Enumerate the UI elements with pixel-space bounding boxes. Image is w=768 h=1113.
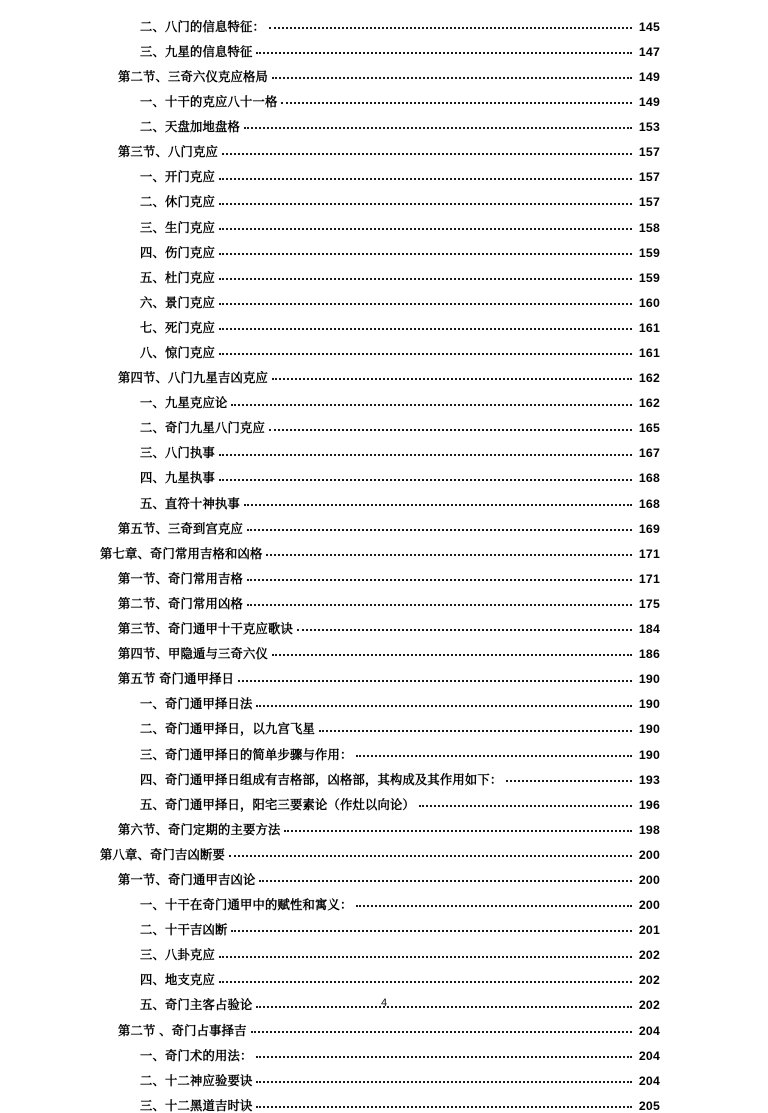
toc-entry-page-number: 196 (638, 797, 660, 812)
table-of-contents (100, 8, 660, 1112)
toc-entry-page-number: 160 (638, 295, 660, 310)
toc-entry[interactable] (100, 83, 660, 108)
toc-entry-page-number: 159 (638, 270, 660, 285)
toc-entry[interactable] (100, 836, 660, 861)
toc-entry-label: 二、十干吉凶断 (140, 923, 228, 938)
toc-leader-dots (284, 820, 632, 832)
toc-leader-dots (356, 895, 632, 907)
toc-entry-page-number: 202 (638, 973, 660, 988)
toc-entry-label: 二、奇门九星八门克应 (140, 421, 265, 436)
toc-entry-label: 八、惊门克应 (140, 346, 215, 361)
toc-entry-page-number: 202 (638, 948, 660, 963)
toc-entry-label: 第二节 、奇门占事择吉 (118, 1023, 247, 1038)
toc-entry-label: 三、八门执事 (140, 446, 215, 461)
toc-entry-label: 第一节、奇门常用吉格 (118, 571, 243, 586)
toc-entry[interactable] (100, 610, 660, 635)
toc-entry-label: 一、十干的克应八十一格 (140, 95, 278, 110)
toc-entry-page-number: 153 (638, 120, 660, 135)
toc-entry-page-number: 157 (638, 145, 660, 160)
toc-leader-dots (419, 795, 632, 807)
toc-entry-page-number: 145 (638, 19, 660, 34)
toc-leader-dots (219, 293, 632, 305)
toc-leader-dots (244, 494, 632, 506)
toc-entry[interactable] (100, 1037, 660, 1062)
toc-entry[interactable] (100, 711, 660, 736)
toc-leader-dots (222, 143, 632, 155)
toc-entry[interactable] (100, 1087, 660, 1112)
toc-entry[interactable] (100, 460, 660, 485)
toc-entry[interactable] (100, 133, 660, 158)
toc-leader-dots (256, 695, 632, 707)
toc-entry-page-number: 175 (638, 596, 660, 611)
toc-entry[interactable] (100, 1012, 660, 1037)
toc-entry-page-number: 157 (638, 195, 660, 210)
toc-entry-label: 第六节、奇门定期的主要方法 (118, 822, 281, 837)
toc-entry[interactable] (100, 8, 660, 33)
toc-entry-page-number: 161 (638, 346, 660, 361)
toc-leader-dots (259, 870, 632, 882)
toc-entry[interactable] (100, 560, 660, 585)
toc-entry-label: 二、休门克应 (140, 195, 215, 210)
toc-entry-label: 二、奇门通甲择日，以九宫飞星 (140, 722, 315, 737)
toc-entry[interactable] (100, 660, 660, 685)
toc-entry-label: 五、奇门通甲择日，阳宅三要素论（作灶以向论） (140, 797, 415, 812)
toc-entry-label: 二、八门的信息特征： (140, 19, 265, 34)
toc-entry-page-number: 200 (638, 847, 660, 862)
toc-leader-dots (319, 720, 632, 732)
toc-entry-page-number: 167 (638, 446, 660, 461)
toc-leader-dots (272, 368, 632, 380)
toc-entry-page-number: 149 (638, 95, 660, 110)
toc-leader-dots (272, 644, 632, 656)
toc-leader-dots (247, 519, 632, 531)
toc-entry-page-number: 202 (638, 998, 660, 1013)
toc-entry[interactable] (100, 485, 660, 510)
toc-entry[interactable] (100, 108, 660, 133)
toc-leader-dots (356, 745, 632, 757)
toc-entry-label: 一、十干在奇门通甲中的赋性和寓义： (140, 898, 353, 913)
toc-entry-label: 二、十二神应验要诀 (140, 1073, 253, 1088)
toc-entry-label: 三、奇门通甲择日的简单步骤与作用： (140, 747, 353, 762)
toc-entry[interactable] (100, 786, 660, 811)
toc-entry-label: 第二节、三奇六仪克应格局 (118, 69, 268, 84)
toc-leader-dots (281, 92, 632, 104)
toc-entry-page-number: 200 (638, 898, 660, 913)
toc-entry-label: 五、直符十神执事 (140, 496, 240, 511)
toc-entry[interactable] (100, 359, 660, 384)
toc-entry[interactable] (100, 861, 660, 886)
toc-entry[interactable] (100, 1062, 660, 1087)
toc-entry-page-number: 204 (638, 1023, 660, 1038)
toc-entry-label: 第五节、三奇到宫克应 (118, 521, 243, 536)
toc-entry-page-number: 205 (638, 1098, 660, 1113)
toc-entry-label: 一、奇门术的用法： (140, 1048, 253, 1063)
toc-entry-label: 第四节、甲隐遁与三奇六仪 (118, 647, 268, 662)
toc-leader-dots (244, 117, 632, 129)
toc-leader-dots (219, 343, 632, 355)
toc-entry-page-number: 186 (638, 647, 660, 662)
toc-entry-page-number: 147 (638, 44, 660, 59)
toc-entry-label: 四、奇门通甲择日组成有吉格部，凶格部，其构成及其作用如下： (140, 772, 503, 787)
toc-leader-dots (219, 268, 632, 280)
toc-entry[interactable] (100, 635, 660, 660)
toc-leader-dots (256, 42, 632, 54)
toc-entry-label: 第三节、八门克应 (118, 145, 218, 160)
toc-leader-dots (297, 619, 632, 631)
toc-entry-page-number: 168 (638, 471, 660, 486)
toc-entry-page-number: 171 (638, 546, 660, 561)
toc-entry[interactable] (100, 159, 660, 184)
toc-entry-page-number: 190 (638, 672, 660, 687)
toc-entry-label: 六、景门克应 (140, 295, 215, 310)
toc-entry-page-number: 162 (638, 371, 660, 386)
toc-entry[interactable] (100, 811, 660, 836)
toc-entry-page-number: 200 (638, 872, 660, 887)
toc-leader-dots (269, 419, 632, 431)
toc-entry-page-number: 168 (638, 496, 660, 511)
toc-leader-dots (219, 318, 632, 330)
toc-leader-dots (219, 243, 632, 255)
toc-entry-page-number: 193 (638, 772, 660, 787)
toc-leader-dots (251, 1021, 632, 1033)
toc-leader-dots (247, 569, 632, 581)
toc-leader-dots (256, 1046, 632, 1058)
toc-leader-dots (231, 920, 632, 932)
toc-leader-dots (266, 544, 632, 556)
toc-entry-label: 一、九星克应论 (140, 396, 228, 411)
toc-entry-page-number: 190 (638, 747, 660, 762)
toc-entry-label: 第一节、奇门通甲吉凶论 (118, 872, 256, 887)
toc-leader-dots (229, 845, 632, 857)
toc-entry[interactable] (100, 886, 660, 911)
toc-entry[interactable] (100, 510, 660, 535)
toc-entry[interactable] (100, 535, 660, 560)
toc-leader-dots (272, 67, 632, 79)
toc-entry[interactable] (100, 686, 660, 711)
toc-entry[interactable] (100, 309, 660, 334)
toc-entry-page-number: 190 (638, 722, 660, 737)
toc-entry[interactable] (100, 33, 660, 58)
toc-entry-page-number: 201 (638, 923, 660, 938)
toc-entry-page-number: 159 (638, 245, 660, 260)
toc-entry-label: 二、天盘加地盘格 (140, 120, 240, 135)
toc-entry-label: 三、十二黑道吉时诀 (140, 1098, 253, 1113)
toc-entry-label: 第三节、奇门通甲十干克应歌诀 (118, 622, 293, 637)
toc-entry-page-number: 190 (638, 697, 660, 712)
toc-entry-label: 第七章、奇门常用吉格和凶格 (100, 546, 263, 561)
toc-entry-label: 三、九星的信息特征 (140, 44, 253, 59)
toc-leader-dots (219, 168, 632, 180)
toc-entry-page-number: 158 (638, 220, 660, 235)
toc-entry[interactable] (100, 209, 660, 234)
toc-entry-label: 四、伤门克应 (140, 245, 215, 260)
toc-leader-dots (219, 469, 632, 481)
toc-entry-page-number: 184 (638, 622, 660, 637)
toc-entry[interactable] (100, 435, 660, 460)
toc-entry[interactable] (100, 384, 660, 409)
toc-entry[interactable] (100, 259, 660, 284)
toc-entry-label: 一、奇门通甲择日法 (140, 697, 253, 712)
page-number: 4 (380, 997, 388, 1009)
toc-leader-dots (256, 1096, 632, 1108)
toc-entry-page-number: 165 (638, 421, 660, 436)
toc-leader-dots (231, 394, 632, 406)
toc-entry-page-number: 171 (638, 571, 660, 586)
toc-entry-label: 五、奇门主客占验论 (140, 998, 253, 1013)
toc-leader-dots (219, 444, 632, 456)
toc-leader-dots (219, 218, 632, 230)
toc-entry-label: 五、杜门克应 (140, 270, 215, 285)
toc-entry-page-number: 162 (638, 396, 660, 411)
toc-entry-page-number: 161 (638, 320, 660, 335)
toc-leader-dots (506, 770, 632, 782)
toc-leader-dots (219, 971, 632, 983)
toc-entry-label: 第二节、奇门常用凶格 (118, 596, 243, 611)
toc-entry[interactable] (100, 736, 660, 761)
toc-entry[interactable] (100, 184, 660, 209)
toc-leader-dots (247, 594, 632, 606)
toc-entry-page-number: 157 (638, 170, 660, 185)
toc-entry-page-number: 204 (638, 1073, 660, 1088)
toc-entry-page-number: 204 (638, 1048, 660, 1063)
toc-entry-label: 第五节 奇门通甲择日 (118, 672, 235, 687)
toc-leader-dots (219, 946, 632, 958)
toc-entry[interactable] (100, 962, 660, 987)
toc-entry[interactable] (100, 334, 660, 359)
toc-entry-label: 四、地支克应 (140, 973, 215, 988)
toc-entry-page-number: 149 (638, 69, 660, 84)
toc-entry-label: 一、开门克应 (140, 170, 215, 185)
toc-entry[interactable] (100, 585, 660, 610)
toc-entry[interactable] (100, 911, 660, 936)
toc-leader-dots (256, 1071, 632, 1083)
toc-leader-dots (269, 17, 632, 29)
toc-entry[interactable] (100, 234, 660, 259)
toc-entry[interactable] (100, 284, 660, 309)
toc-entry-label: 七、死门克应 (140, 320, 215, 335)
toc-entry[interactable] (100, 936, 660, 961)
toc-entry[interactable] (100, 58, 660, 83)
toc-entry-page-number: 198 (638, 822, 660, 837)
toc-entry-label: 第四节、八门九星吉凶克应 (118, 371, 268, 386)
toc-entry-label: 三、八卦克应 (140, 948, 215, 963)
toc-entry-label: 三、生门克应 (140, 220, 215, 235)
toc-entry-label: 四、九星执事 (140, 471, 215, 486)
toc-leader-dots (238, 670, 632, 682)
toc-entry-label: 第八章、奇门吉凶断要 (100, 847, 225, 862)
toc-entry[interactable] (100, 761, 660, 786)
toc-leader-dots (219, 193, 632, 205)
toc-entry-page-number: 169 (638, 521, 660, 536)
toc-entry[interactable] (100, 410, 660, 435)
